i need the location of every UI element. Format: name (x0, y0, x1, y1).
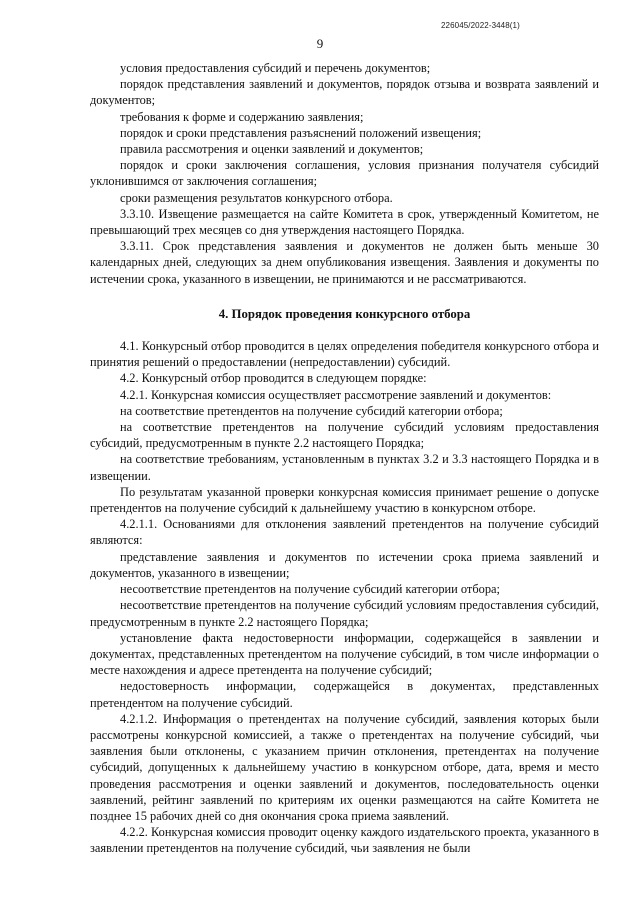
document-id: 226045/2022-3448(1) (441, 21, 520, 30)
paragraph: 4.1. Конкурсный отбор проводится в целях определения победителя конкурсного отбора и принятия решений о предоставлении (непредоставлении) субсидий. (90, 339, 599, 370)
paragraph: несоответствие претендентов на получение субсидий условиям предоставления субсидий, предусмотренным в пункте 2.2 настоящего Порядка; (90, 598, 599, 629)
paragraph: на соответствие требованиям, установленным в пунктах 3.2 и 3.3 настоящего Порядка и в извещении. (90, 452, 599, 483)
paragraph: недостоверность информации, содержащейся в документах, представленных претендентом на получение субсидий. (90, 679, 599, 710)
paragraph: порядок представления заявлений и документов, порядок отзыва и возврата заявлений и документов; (90, 77, 599, 108)
paragraph: условия предоставления субсидий и перечень документов; (120, 61, 431, 75)
paragraph: 4.2.1. Конкурсная комиссия осуществляет рассмотрение заявлений и документов: (120, 387, 552, 402)
section-heading: 4. Порядок проведения конкурсного отбора (218, 306, 471, 321)
paragraph: 4.2.2. Конкурсная комиссия проводит оценку каждого издательского проекта, указанного в заявлении претендентов на получение субсидий, чьи заявления не были (90, 825, 599, 856)
document-body (90, 60, 599, 857)
paragraph: установление факта недостоверности информации, содержащейся в заявлении и документах, представленных претендентом на получение субсидий, в том числе информации о месте нахождения и адресе претендента на получение субсидий; (90, 630, 599, 678)
paragraph: 4.2. Конкурсный отбор проводится в следующем порядке: (120, 371, 427, 386)
paragraph: 3.3.10. Извещение размещается на сайте Комитета в срок, утвержденный Комитетом, не превышающий трех месяцев со дня утверждения настоящего Порядка. (90, 206, 599, 238)
paragraph: сроки размещения результатов конкурсного отбора. (120, 190, 393, 205)
paragraph: на соответствие претендентов на получение субсидий условиям предоставления субсидий, предусмотренным в пункте 2.2 настоящего Порядка; (90, 420, 599, 451)
paragraph: 4.2.1.1. Основаниями для отклонения заявлений претендентов на получение субсидий являются: (90, 517, 599, 548)
page-number: 9 (316, 36, 324, 51)
paragraph: правила рассмотрения и оценки заявлений и документов; (120, 142, 424, 157)
paragraph: представление заявления и документов по истечении срока приема заявлений и документов, указанного в извещении; (90, 549, 599, 580)
paragraph: порядок и сроки заключения соглашения, условия признания получателя субсидий уклонившимся от заключения соглашения; (90, 158, 599, 189)
paragraph: 3.3.11. Срок представления заявления и документов не должен быть меньше 30 календарных дней, следующих за днем опубликования извещения. Заявления и документы по истечении срока, указанного в извещении, не принимаются и не рассматриваются. (90, 239, 599, 286)
paragraph: на соответствие претендентов на получение субсидий категории отбора; (120, 403, 503, 418)
paragraph: несоответствие претендентов на получение субсидий категории отбора; (120, 582, 500, 597)
paragraph: требования к форме и содержанию заявления; (120, 109, 364, 124)
paragraph: порядок и сроки представления разъяснений положений извещения; (120, 125, 482, 140)
paragraph: 4.2.1.2. Информация о претендентах на получение субсидий, заявления которых были рассмотрены конкурсной комиссией, а также о претендентах на получение субсидий, чьи заявления были отклонены, с указанием причин отклонения, претендентах на получение субсидий, допущенных к дальнейшему участию в конкурсном отборе, дата, время и место проведения рассмотрения и оценки заявлений и документов, последовательность оценки заявлений, рейтинг заявлений по критериям их оценки размещаются на сайте Комитета не позднее 15 рабочих дней со дня окончания срока приема заявлений. (90, 711, 599, 823)
paragraph: По результатам указанной проверки конкурсная комиссия принимает решение о допуске претендентов на получение субсидий к дальнейшему участию в конкурсном отборе. (90, 484, 599, 516)
